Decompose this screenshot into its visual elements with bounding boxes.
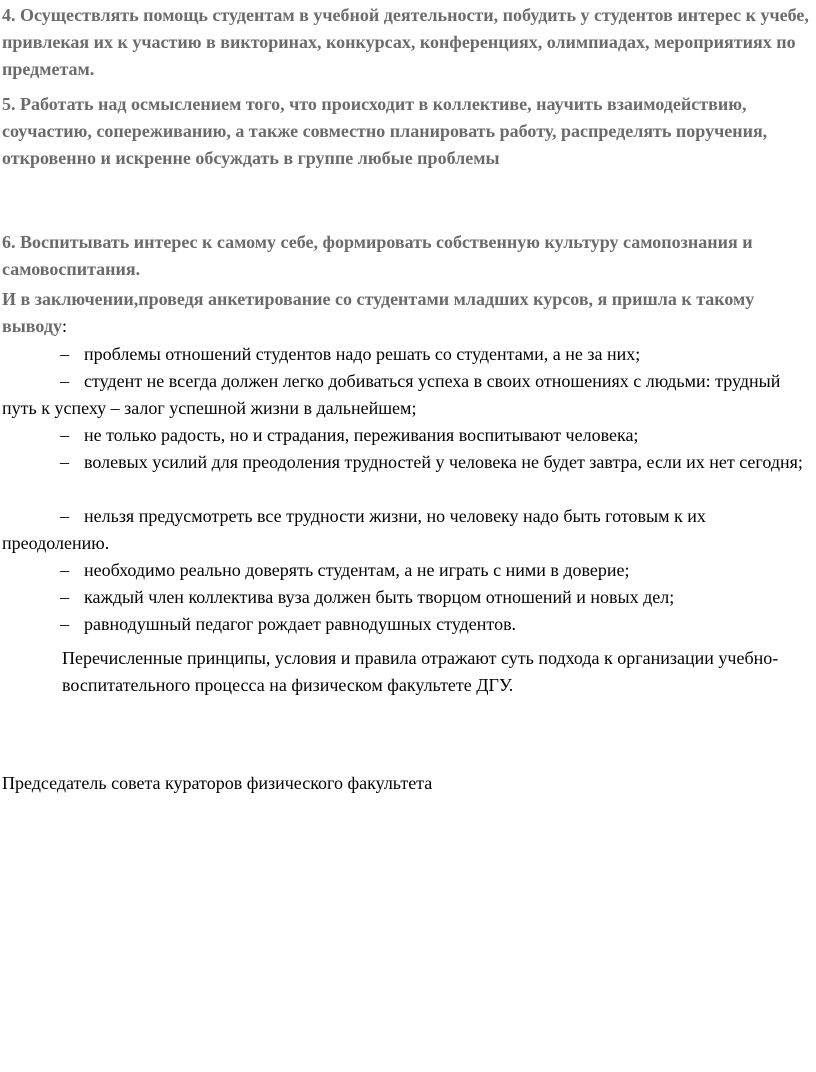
list-item-text: не только радость, но и страдания, переживания воспитывают человека;	[84, 425, 639, 445]
list-item	[2, 557, 814, 584]
list-dash: –	[60, 587, 69, 607]
paragraph-4: 4. Осуществлять помощь студентам в учебной деятельности, побудить у студентов интерес к учебе, привлекая их к участию в викторинах, конкурсах, конференциях, олимпиадах, мероприятиях по предметам.	[2, 5, 809, 79]
list-dash: –	[60, 560, 69, 580]
list-item-text: студент не всегда должен легко добиваться успеха в своих отношениях с людьми: трудный путь к успеху – залог успешной жизни в дальнейшем;	[2, 371, 781, 418]
list-item	[2, 611, 814, 638]
list-item-text: нельзя предусмотреть все трудности жизни, но человеку надо быть готовым к их преодолению.	[2, 506, 706, 553]
list-dash: –	[60, 371, 69, 391]
signature-line: Председатель совета кураторов физического факультета	[2, 773, 433, 793]
summary-paragraph: Перечисленные принципы, условия и правила отражают суть подхода к организации учебно-воспитательного процесса на физическом факультете ДГУ.	[62, 648, 779, 695]
conclusion-text: И в заключении,проведя анкетирование со студентами младших курсов, я пришла к такому выводу	[2, 289, 755, 336]
list-item	[2, 449, 814, 476]
list-item	[2, 503, 814, 557]
list-item	[2, 341, 814, 368]
list-item-text: проблемы отношений студентов надо решать со студентами, а не за них;	[84, 344, 641, 364]
list-item	[2, 584, 814, 611]
paragraph-5: 5. Работать над осмыслением того, что происходит в коллективе, научить взаимодействию, соучастию, сопереживанию, а также совместно планировать работу, распределять поручения, откровенно и искренне обсуждать в группе любые проблемы	[2, 94, 768, 168]
list-dash: –	[60, 506, 69, 526]
list-item-text: необходимо реально доверять студентам, а не играть с ними в доверие;	[84, 560, 630, 580]
list-item	[2, 422, 814, 449]
conclusion-colon: :	[61, 316, 67, 336]
paragraph-6: 6. Воспитывать интерес к самому себе, формировать собственную культуру самопознания и самовоспитания.	[2, 232, 753, 279]
list-dash: –	[60, 614, 69, 634]
list-dash: –	[60, 344, 69, 364]
list-dash: –	[60, 452, 69, 472]
list-item-text: волевых усилий для преодоления трудностей у человека не будет завтра, если их нет сегодня;	[84, 452, 803, 472]
list-dash: –	[60, 425, 69, 445]
list-item-text: каждый член коллектива вуза должен быть творцом отношений и новых дел;	[84, 587, 675, 607]
list-item	[2, 368, 814, 422]
conclusion-intro	[2, 286, 812, 340]
list-item-text: равнодушный педагог рождает равнодушных студентов.	[84, 614, 517, 634]
